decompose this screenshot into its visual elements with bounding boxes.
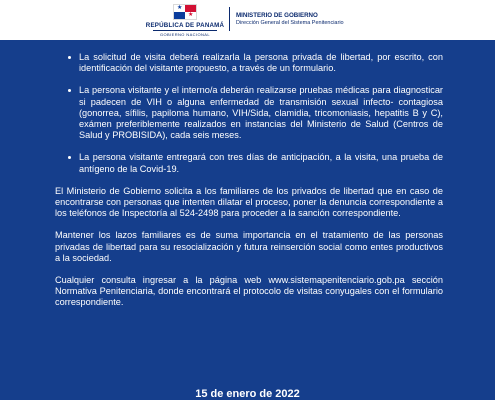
paragraph-lazos-familiares: Mantener los lazos familiares es de suma importancia en el tratamiento de las personas privadas de libertad para su resocialización y futura reinserción social como entes productivos a la sociedad. [55, 230, 443, 263]
requirements-list [55, 52, 443, 175]
ministry-title: MINISTERIO DE GOBIERNO [236, 12, 318, 19]
country-title: REPÚBLICA DE PANAMÁ [145, 22, 225, 29]
document-body [55, 52, 443, 320]
country-subtitle: GOBIERNO NACIONAL [160, 31, 210, 37]
republic-logo-block [145, 4, 225, 37]
ministry-subtitle: Dirección General del Sistema Penitenciario [236, 20, 344, 26]
header-divider [229, 7, 230, 31]
list-item: La persona visitante entregará con tres días de anticipación, a la visita, una prueba de antígeno de la Covid-19. [79, 152, 443, 174]
ministry-block [236, 12, 344, 27]
logo-divider-line [153, 30, 217, 31]
paragraph-denuncia: El Ministerio de Gobierno solicita a los familiares de los privados de libertad que en caso de encontrarse con personas que intenten dilatar el proceso, poner la denuncia correspondiente a los teléfonos de Inspectoría al 524-2498 para proceder a la sanción correspondiente. [55, 185, 443, 219]
list-item: La persona visitante y el interno/a deberán realizarse pruebas médicas para diagnosticar si padecen de VIH o alguna enfermedad de transmisión sexual infecto- contagiosa (gonorrea, sífilis, papiloma humano, VIH/Sida, clamidia, tricomoniasis, hepatitis B y C), exámen preferiblemente realizados en instancias del Ministerio de Salud (Centros de Salud y PROBISIDA), cada seis meses. [79, 85, 443, 141]
panama-flag-icon [173, 4, 197, 20]
header-bar [0, 0, 495, 40]
paragraph-consulta-web: Cualquier consulta ingresar a la página web www.sistemapenitenciario.gob.pa sección Normativa Penitenciaria, donde encontrará el protocolo de visitas conyugales con el formulario correspondiente. [55, 275, 443, 308]
publication-date: 15 de enero de 2022 [195, 388, 300, 400]
list-item: La solicitud de visita deberá realizarla la persona privada de libertad, por escrito, con identificación del visitante propuesto, a través de un formulario. [79, 52, 443, 74]
